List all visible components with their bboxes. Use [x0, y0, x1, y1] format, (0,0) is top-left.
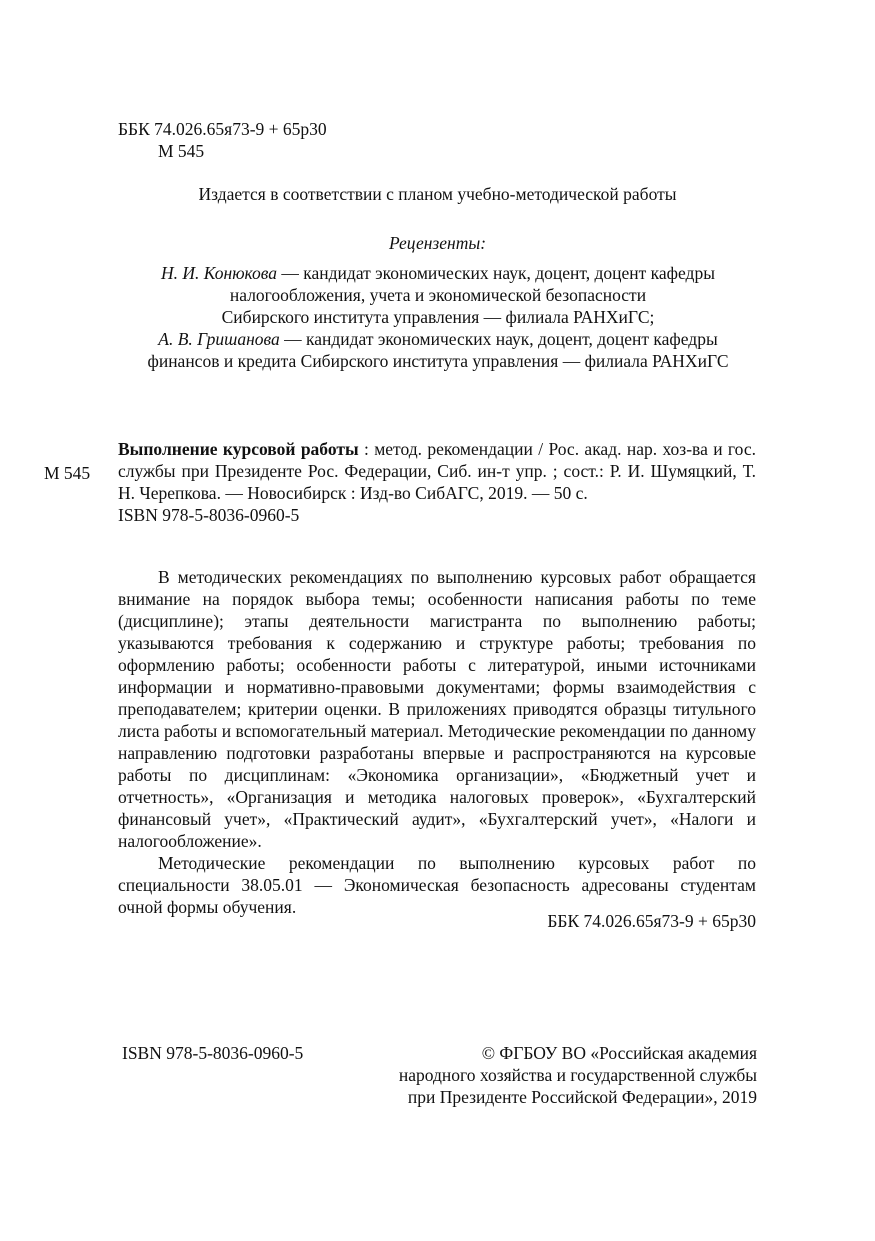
- copyright-line-1: © ФГБОУ ВО «Российская академия: [481, 1043, 757, 1063]
- footer-isbn: ISBN 978-5-8036-0960-5: [122, 1043, 304, 1063]
- abstract-paragraph-2: Методические рекомендации по выполнению курсовых работ по специальности 38.05.01 — Экономическая безопасность адресованы студентам очной формы обучения.: [118, 853, 756, 917]
- catalog-isbn: ISBN 978-5-8036-0960-5: [118, 505, 300, 525]
- reviewers-list: [118, 262, 758, 372]
- catalog-description: : метод. рекомендации / Рос. акад. нар. хоз-ва и гос. службы при Президенте Рос. Федерации, Сиб. ин-т упр. ; сост.: Р. И. Шумяцкий, Т. Н. Черепкова. — Новосибирск : Изд-во СибАГС, 2019. — 50 с.: [118, 439, 756, 503]
- catalog-author-mark: М 545: [44, 463, 91, 483]
- copyright-line-2: народного хозяйства и государственной службы: [398, 1065, 757, 1085]
- reviewer-2-line-1: А. В. Гришанова — кандидат экономических наук, доцент, доцент кафедры: [158, 329, 718, 349]
- book-title: Выполнение курсовой работы: [118, 439, 359, 459]
- reviewer-1-line-2: налогообложения, учета и экономической безопасности: [229, 285, 647, 305]
- reviewer-2-name: А. В. Гришанова: [158, 329, 280, 349]
- copyright-notice: [399, 1042, 757, 1108]
- abstract-bbk: ББК 74.026.65я73-9 + 65р30: [547, 911, 756, 931]
- reviewer-1-line-3: Сибирского института управления — филиала РАНХиГС;: [221, 307, 655, 327]
- catalog-record: [118, 438, 756, 526]
- approval-statement: Издается в соответствии с планом учебно-методической работы: [198, 184, 677, 204]
- reviewer-1-line-1: Н. И. Конюкова — кандидат экономических наук, доцент, доцент кафедры: [161, 263, 715, 283]
- reviewers-heading: Рецензенты:: [388, 233, 487, 253]
- abstract-paragraph-1: В методических рекомендациях по выполнению курсовых работ обращается внимание на порядок выбора темы; особенности написания работы по теме (дисциплине); этапы деятельности магистранта по выполнению работы; указываются требования к содержанию и структуре работы; требования по оформлению работы; особенности работы с литературой, иными источниками информации и нормативно-правовыми документами; формы взаимодействия с преподавателем; критерии оценки. В приложениях приводятся образцы титульного листа работы и вспомогательный материал. Методические рекомендации по данному направлению подготовки разработаны впервые и распространяются на курсовые работы по дисциплинам: «Экономика организации», «Бюджетный учет и отчетность», «Организация и методика налоговых проверок», «Бухгалтерский финансовый учет», «Практический аудит», «Бухгалтерский учет», «Налоги и налогообложение».: [118, 567, 756, 851]
- bbk-index: ББК 74.026.65я73-9 + 65р30: [118, 119, 327, 139]
- abstract: [118, 566, 756, 918]
- copyright-line-3: при Президенте Российской Федерации», 2019: [407, 1087, 757, 1107]
- reviewer-1-name: Н. И. Конюкова: [161, 263, 278, 283]
- bbk-block: [118, 118, 327, 162]
- author-mark: М 545: [158, 141, 205, 161]
- reviewer-2-line-2: финансов и кредита Сибирского института управления — филиала РАНХиГС: [147, 351, 729, 371]
